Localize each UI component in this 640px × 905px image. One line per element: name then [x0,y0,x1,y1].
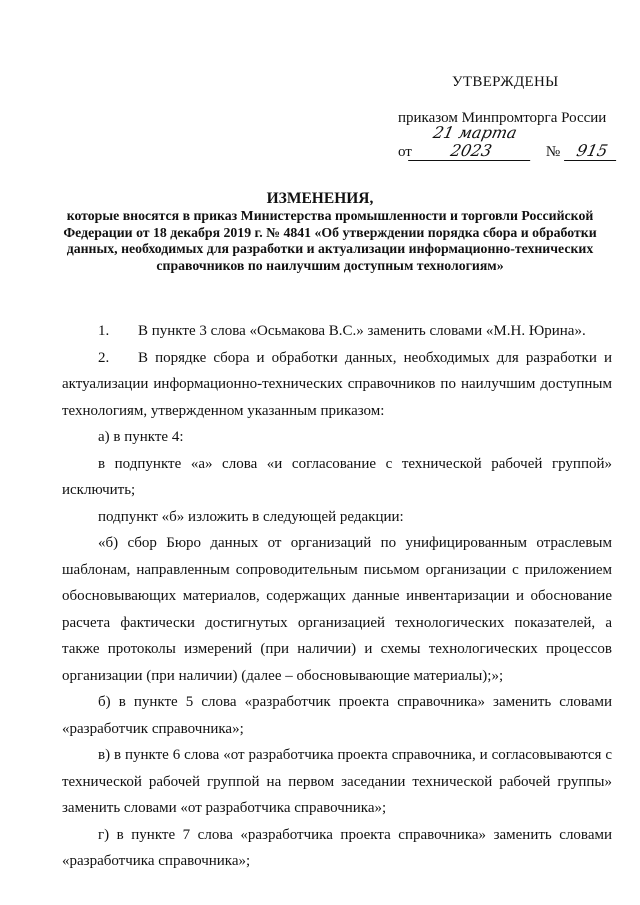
item-text: В пункте 3 слова «Осьмакова В.С.» заменить словами «М.Н. Юрина». [138,323,586,339]
order-date-line [398,124,618,161]
paragraph: подпункт «б» изложить в следующей редакции: [98,508,404,525]
date-prefix: от [398,144,412,160]
document-subtitle: которые вносятся в приказ Министерства промышленности и торговли Российской Федерации от 18 декабря 2019 г. № 4841 «Об утверждении порядка сбора и обработки данных, необходимых для разработки и актуализации информационно-технических справочников по наилучшим доступным технологиям» [63,208,597,273]
numbered-item [62,345,612,425]
handwritten-date: 21 марта 2023 [408,124,538,161]
approved-heading: УТВЕРЖДЕНЫ [452,74,559,90]
document-title: ИЗМЕНЕНИЯ, [266,190,374,207]
item-number: 1. [98,323,110,339]
paragraph: «б) сбор Бюро данных от организаций по унифицированным отраслевым шаблонам, направленным сопроводительным письмом организации с приложением обосновывающих материалов, содержащих данные инвентаризации и обоснование расчета фактически достигнутых организацией технологических показателей, а также протоколы измерений (при наличии) и схемы технологических процессов организации (при наличии) (далее – обосновывающие материалы);»; [62,535,612,684]
paragraph: в подпункте «а» слова «и согласование с технической рабочей группой» исключить; [62,455,612,498]
document-body [62,318,612,875]
paragraph: а) в пункте 4: [98,429,184,445]
item-number: 2. [98,349,110,366]
item-text: В порядке сбора и обработки данных, необходимых для разработки и актуализации информационно-технических справочников по наилучшим доступным технологиям, утвержденном указанным приказом: [62,349,612,419]
number-sign: № [545,144,561,160]
paragraph: г) в пункте 7 слова «разработчика проекта справочника» заменить словами «разработчика справочника»; [62,826,612,869]
order-reference: приказом Минпромторга России [398,110,607,126]
handwritten-number: 915 [564,142,620,161]
paragraph: б) в пункте 5 слова «разработчик проекта справочника» заменить словами «разработчик справочника»; [62,694,612,737]
numbered-item [62,318,612,345]
paragraph: в) в пункте 6 слова «от разработчика проекта справочника, и согласовываются с технической рабочей группой на первом заседании технической рабочей группы» заменить словами «от разработчика справочника»; [62,747,612,816]
